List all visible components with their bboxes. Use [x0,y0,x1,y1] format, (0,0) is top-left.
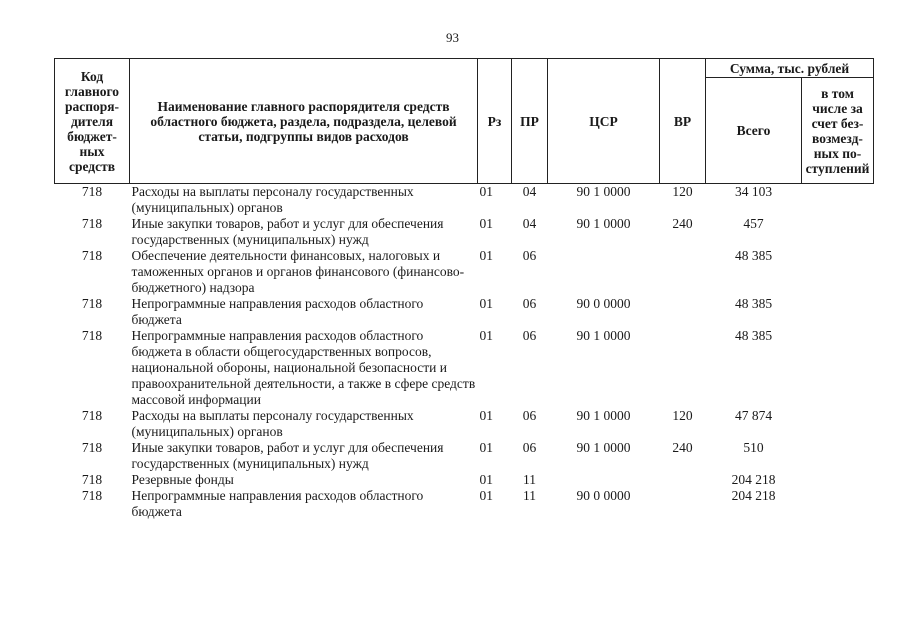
cell-name: Обеспечение деятельности финансовых, налоговых и таможенных органов и органов финансового (финансово-бюджетного) надзора [131,248,465,295]
table-row [55,408,874,440]
cell-bezv [802,440,874,472]
cell-name: Непрограммные направления расходов областного бюджета в области общегосударственных вопросов, национальной обороны, национальной безопасности и правоохранительной деятельности, а также в сфере средств массовой информации [131,328,476,407]
cell-vr: 120 [672,184,693,199]
cell-name: Непрограммные направления расходов областного бюджета [131,488,424,519]
cell-pr: 04 [522,216,537,231]
header-sum-group: Сумма, тыс. рублей [706,59,874,78]
cell-total: 34 103 [734,184,773,199]
cell-rz: 01 [479,408,493,423]
cell-csr: 90 0 0000 [576,296,631,311]
cell-total: 48 385 [734,248,773,263]
cell-rz: 01 [479,440,493,455]
cell-vr: 240 [672,216,693,231]
cell-rz: 01 [479,472,493,487]
table-body [55,184,874,521]
cell-csr: 90 0 0000 [576,488,631,503]
cell-total: 204 218 [731,488,776,503]
cell-bezv [802,408,874,440]
cell-rz: 01 [479,488,493,503]
cell-csr: 90 1 0000 [576,328,631,343]
cell-code: 718 [81,472,103,487]
cell-rz: 01 [479,328,493,343]
cell-rz: 01 [479,184,493,199]
cell-name: Расходы на выплаты персоналу государственных (муниципальных) органов [131,184,414,215]
cell-code: 718 [81,248,103,263]
cell-vr [660,296,706,328]
table-row [55,440,874,472]
table-row [55,328,874,408]
cell-csr: 90 1 0000 [576,408,631,423]
cell-bezv [802,472,874,488]
cell-rz: 01 [479,296,493,311]
page-number: 93 [446,30,459,45]
cell-vr [660,328,706,408]
cell-code: 718 [81,408,103,423]
cell-total: 48 385 [734,296,773,311]
header-bezv: в том числе за счет без-возмезд-ных по-ступлений [802,78,874,184]
cell-total: 510 [743,440,764,455]
cell-pr: 11 [523,472,536,487]
cell-rz: 01 [479,216,493,231]
cell-rz: 01 [479,248,493,263]
cell-name: Иные закупки товаров, работ и услуг для обеспечения государственных (муниципальных) нужд [131,216,444,247]
header-code: Код главного распоря-дителя бюджет-ных средств [55,59,130,184]
cell-pr: 06 [522,440,537,455]
cell-name: Непрограммные направления расходов областного бюджета [131,296,424,327]
header-csr: ЦСР [548,59,660,184]
table-row [55,248,874,296]
cell-csr: 90 1 0000 [576,216,631,231]
cell-pr: 06 [522,296,537,311]
cell-name: Расходы на выплаты персоналу государственных (муниципальных) органов [131,408,414,439]
cell-pr: 04 [522,184,537,199]
cell-pr: 06 [522,408,537,423]
header-rz: Рз [478,59,512,184]
cell-bezv [802,184,874,217]
cell-pr: 06 [522,328,537,343]
cell-name: Резервные фонды [131,472,234,487]
header-total: Всего [706,78,802,184]
table-header [55,59,874,184]
cell-code: 718 [81,184,103,199]
cell-code: 718 [81,488,103,503]
cell-total: 48 385 [734,328,773,343]
cell-total: 457 [743,216,764,231]
header-pr: ПР [512,59,548,184]
budget-table [54,58,874,520]
table-row [55,184,874,217]
cell-code: 718 [81,296,103,311]
cell-csr: 90 1 0000 [576,440,631,455]
cell-bezv [802,248,874,296]
cell-total: 47 874 [734,408,773,423]
header-name: Наименование главного распорядителя средств областного бюджета, раздела, подраздела, целевой статьи, подгруппы видов расходов [130,59,478,184]
table-row [55,296,874,328]
cell-csr [548,472,660,488]
table-row [55,472,874,488]
cell-vr [660,488,706,520]
table-row [55,488,874,520]
cell-bezv [802,488,874,520]
cell-bezv [802,216,874,248]
table-row [55,216,874,248]
cell-name: Иные закупки товаров, работ и услуг для обеспечения государственных (муниципальных) нужд [131,440,444,471]
cell-pr: 11 [523,488,536,503]
cell-vr [660,472,706,488]
cell-vr: 240 [672,440,693,455]
cell-total: 204 218 [731,472,776,487]
header-vr: ВР [660,59,706,184]
cell-csr: 90 1 0000 [576,184,631,199]
cell-code: 718 [81,328,103,343]
cell-bezv [802,328,874,408]
cell-vr [660,248,706,296]
cell-csr [548,248,660,296]
cell-code: 718 [81,216,103,231]
cell-bezv [802,296,874,328]
cell-vr: 120 [672,408,693,423]
cell-code: 718 [81,440,103,455]
cell-pr: 06 [522,248,537,263]
